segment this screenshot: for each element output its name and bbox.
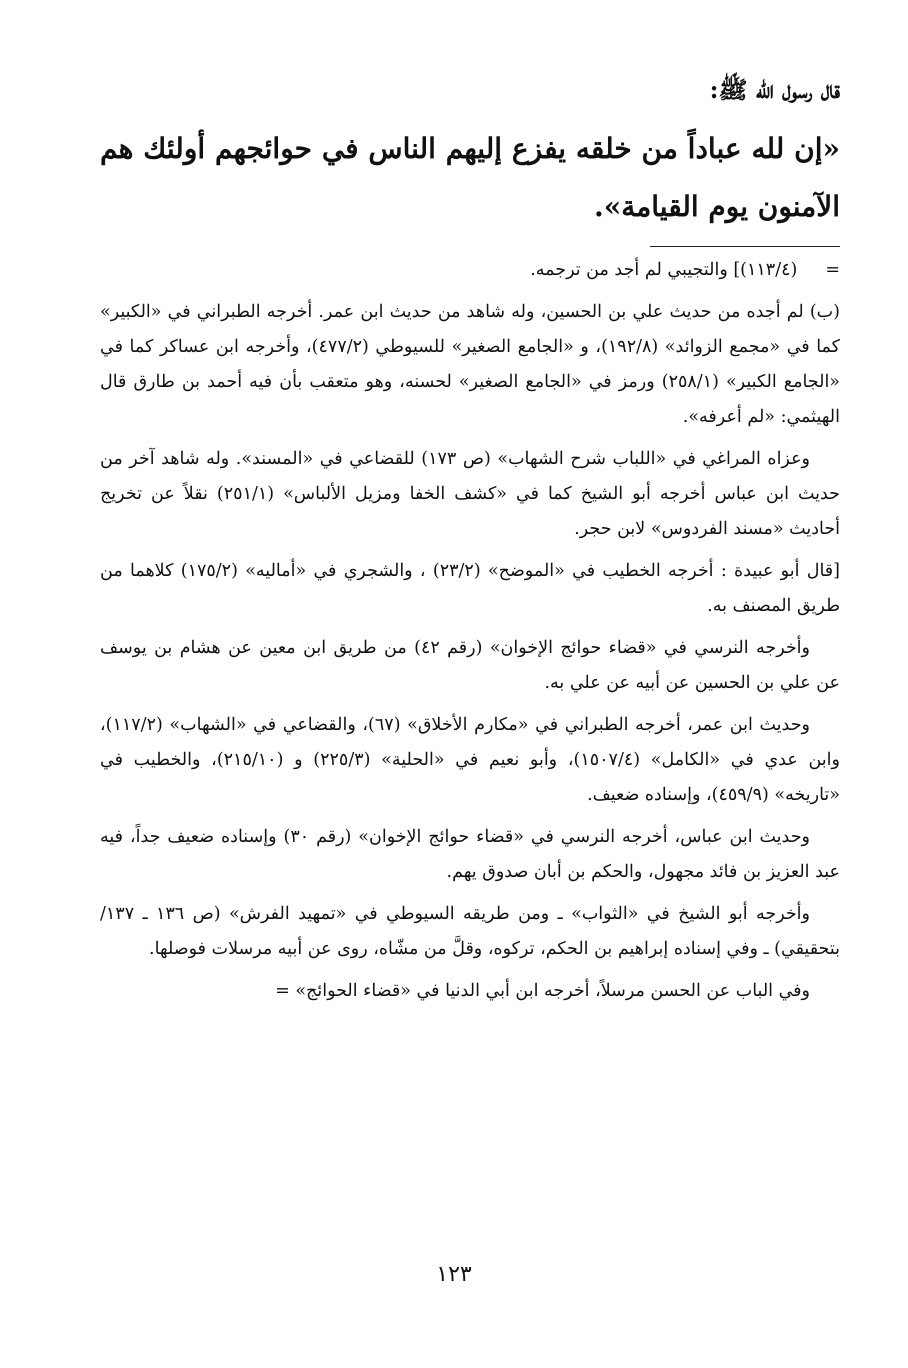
footnote-paragraph: وأخرجه أبو الشيخ في «الثواب» ـ ومن طريقه السيوطي في «تمهيد الفرش» (ص ١٣٦ ـ ١٣٧/ بتحقيقي) ـ وفي إسناده إبراهيم بن الحكم، تركوه، وقلَّ من مشّاه، روى عن أبيه مرسلات فوصلها. <box>100 904 840 959</box>
footnote-paragraph: وفي الباب عن الحسن مرسلاً، أخرجه ابن أبي الدنيا في «قضاء الحوائج» = <box>275 981 810 1001</box>
hadith-text: «إن لله عباداً من خلقه يفزع إليهم الناس في حوائجهم أولئك هم الآمنون يوم القيامة». <box>100 132 840 223</box>
footnote-paragraph: وأخرجه النرسي في «قضاء حوائج الإخوان» (رقم ٤٢) من طريق ابن معين عن هشام بن يوسف عن علي بن الحسين عن أبيه عن علي به. <box>100 638 840 693</box>
book-page <box>100 70 840 1016</box>
footnote-text: (١١٣/٤)] والتجيبي لم أجد من ترجمه. <box>530 260 798 280</box>
page-number: ١٢٣ <box>436 1262 472 1287</box>
hadith-intro: قال رسول الله ﷺ: <box>709 75 840 104</box>
footnote-separator <box>650 246 840 247</box>
footnote-paragraph: وعزاه المراغي في «اللباب شرح الشهاب» (ص ١٧٣) للقضاعي في «المسند». وله شاهد آخر من حديث ابن عباس أخرجه أبو الشيخ كما في «كشف الخفا ومزيل الألباس» (٢٥١/١) نقلاً عن تخريج أحاديث «مسند الفردوس» لابن حجر. <box>100 449 840 539</box>
footnote-paragraph: [قال أبو عبيدة : أخرجه الخطيب في «الموضح» (٢٣/٢) ، والشجري في «أماليه» (١٧٥/٢) كلاهما من طريق المصنف به. <box>100 561 840 616</box>
footnote-paragraph: وحديث ابن عمر، أخرجه الطبراني في «مكارم الأخلاق» (٦٧)، والقضاعي في «الشهاب» (١١٧/٢)، وابن عدي في «الكامل» (١٥٠٧/٤)، وأبو نعيم في «الحلية» (٢٢٥/٣) و (٢١٥/١٠)، والخطيب في «تاريخه» (٤٥٩/٩)، وإسناده ضعيف. <box>100 715 840 805</box>
footnote-continuation <box>100 253 840 288</box>
footnotes <box>100 253 840 1009</box>
footnote-paragraph: وحديث ابن عباس، أخرجه النرسي في «قضاء حوائج الإخوان» (رقم ٣٠) وإسناده ضعيف جداً، فيه عبد العزيز بن فائد مجهول، والحكم بن أبان صدوق يهم. <box>100 827 840 882</box>
footnote-b: (ب) لم أجده من حديث علي بن الحسين، وله شاهد من حديث ابن عمر. أخرجه الطبراني في «الكبير» كما في «مجمع الزوائد» (١٩٢/٨)، و «الجامع الصغير» للسيوطي (٤٧٧/٢)، وأخرجه ابن عساكر كما في «الجامع الكبير» (٢٥٨/١) ورمز في «الجامع الصغير» لحسنه، وهو متعقب بأن فيه أحمد بن طارق قال الهيثمي: «لم أعرفه». <box>100 302 841 427</box>
continuation-mark: = <box>825 260 840 280</box>
